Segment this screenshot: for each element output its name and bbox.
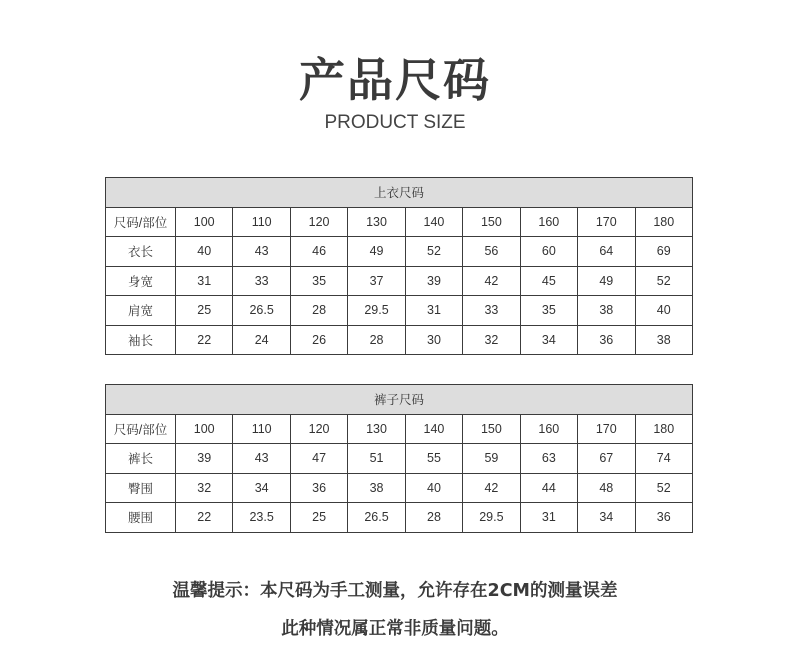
table-cell: 46	[290, 237, 347, 267]
table-cell: 67	[578, 444, 635, 474]
table-cell: 36	[635, 503, 693, 533]
table-cell: 26	[290, 325, 347, 355]
table-cell: 32	[176, 473, 233, 503]
row-label: 臀围	[106, 473, 176, 503]
table-row	[106, 237, 693, 267]
table-cell: 38	[348, 473, 405, 503]
table-cell: 59	[463, 444, 520, 474]
table-cell: 48	[578, 473, 635, 503]
table-cell: 31	[176, 266, 233, 296]
table-cell: 38	[578, 296, 635, 326]
top-size-table	[105, 177, 693, 355]
column-header-size: 110	[233, 207, 290, 237]
bottom-table-heading: 裤子尺码	[106, 385, 693, 415]
table-cell: 52	[405, 237, 462, 267]
table-cell: 43	[233, 444, 290, 474]
column-header-size: 180	[635, 414, 693, 444]
table-cell: 33	[463, 296, 520, 326]
table-heading-row	[106, 178, 693, 208]
row-label: 腰围	[106, 503, 176, 533]
table-cell: 34	[578, 503, 635, 533]
table-cell: 29.5	[463, 503, 520, 533]
table-cell: 35	[520, 296, 577, 326]
notice-line-2: 此种情况属正常非质量问题。	[281, 619, 509, 639]
table-cell: 49	[578, 266, 635, 296]
table-cell: 40	[405, 473, 462, 503]
table-cell: 55	[405, 444, 462, 474]
table-cell: 44	[520, 473, 577, 503]
table-cell: 28	[290, 296, 347, 326]
table-cell: 63	[520, 444, 577, 474]
table-cell: 40	[635, 296, 693, 326]
table-cell: 69	[635, 237, 693, 267]
table-cell: 34	[233, 473, 290, 503]
column-header-size: 120	[290, 414, 347, 444]
column-header-label: 尺码/部位	[106, 414, 176, 444]
table-cell: 60	[520, 237, 577, 267]
column-header-size: 110	[233, 414, 290, 444]
table-cell: 42	[463, 473, 520, 503]
table-cell: 42	[463, 266, 520, 296]
page-title: 产品尺码	[299, 53, 491, 107]
top-table-heading: 上衣尺码	[106, 178, 693, 208]
table-row	[106, 473, 693, 503]
table-cell: 31	[520, 503, 577, 533]
column-header-size: 140	[405, 207, 462, 237]
table-cell: 25	[176, 296, 233, 326]
table-row	[106, 266, 693, 296]
table-cell: 34	[520, 325, 577, 355]
row-label: 袖长	[106, 325, 176, 355]
table-cell: 26.5	[233, 296, 290, 326]
table-cell: 39	[405, 266, 462, 296]
notice-line-1: 温馨提示：本尺码为手工测量，允许存在2CM的测量误差	[172, 581, 618, 601]
table-row	[106, 503, 693, 533]
table-cell: 31	[405, 296, 462, 326]
table-cell: 28	[405, 503, 462, 533]
column-header-size: 150	[463, 414, 520, 444]
table-cell: 22	[176, 503, 233, 533]
table-row	[106, 296, 693, 326]
table-cell: 29.5	[348, 296, 405, 326]
column-header-size: 140	[405, 414, 462, 444]
column-header-size: 100	[176, 207, 233, 237]
table-cell: 52	[635, 473, 693, 503]
table-header-row	[106, 414, 693, 444]
table-cell: 26.5	[348, 503, 405, 533]
table-cell: 30	[405, 325, 462, 355]
column-header-label: 尺码/部位	[106, 207, 176, 237]
column-header-size: 180	[635, 207, 693, 237]
row-label: 肩宽	[106, 296, 176, 326]
table-cell: 49	[348, 237, 405, 267]
column-header-size: 130	[348, 414, 405, 444]
table-heading-row	[106, 385, 693, 415]
table-cell: 40	[176, 237, 233, 267]
column-header-size: 100	[176, 414, 233, 444]
table-cell: 22	[176, 325, 233, 355]
table-cell: 24	[233, 325, 290, 355]
column-header-size: 130	[348, 207, 405, 237]
row-label: 裤长	[106, 444, 176, 474]
table-cell: 52	[635, 266, 693, 296]
table-cell: 56	[463, 237, 520, 267]
table-cell: 35	[290, 266, 347, 296]
table-cell: 36	[290, 473, 347, 503]
table-cell: 23.5	[233, 503, 290, 533]
table-cell: 36	[578, 325, 635, 355]
table-row	[106, 325, 693, 355]
table-cell: 25	[290, 503, 347, 533]
column-header-size: 160	[520, 414, 577, 444]
table-cell: 43	[233, 237, 290, 267]
column-header-size: 170	[578, 207, 635, 237]
table-cell: 64	[578, 237, 635, 267]
table-cell: 51	[348, 444, 405, 474]
table-row	[106, 444, 693, 474]
column-header-size: 150	[463, 207, 520, 237]
table-header-row	[106, 207, 693, 237]
table-cell: 32	[463, 325, 520, 355]
table-cell: 37	[348, 266, 405, 296]
table-cell: 28	[348, 325, 405, 355]
column-header-size: 170	[578, 414, 635, 444]
table-cell: 47	[290, 444, 347, 474]
column-header-size: 160	[520, 207, 577, 237]
table-cell: 45	[520, 266, 577, 296]
bottom-size-table	[105, 384, 693, 533]
page-subtitle: PRODUCT SIZE	[324, 112, 466, 133]
table-cell: 33	[233, 266, 290, 296]
row-label: 身宽	[106, 266, 176, 296]
table-cell: 74	[635, 444, 693, 474]
column-header-size: 120	[290, 207, 347, 237]
table-cell: 38	[635, 325, 693, 355]
row-label: 衣长	[106, 237, 176, 267]
table-cell: 39	[176, 444, 233, 474]
